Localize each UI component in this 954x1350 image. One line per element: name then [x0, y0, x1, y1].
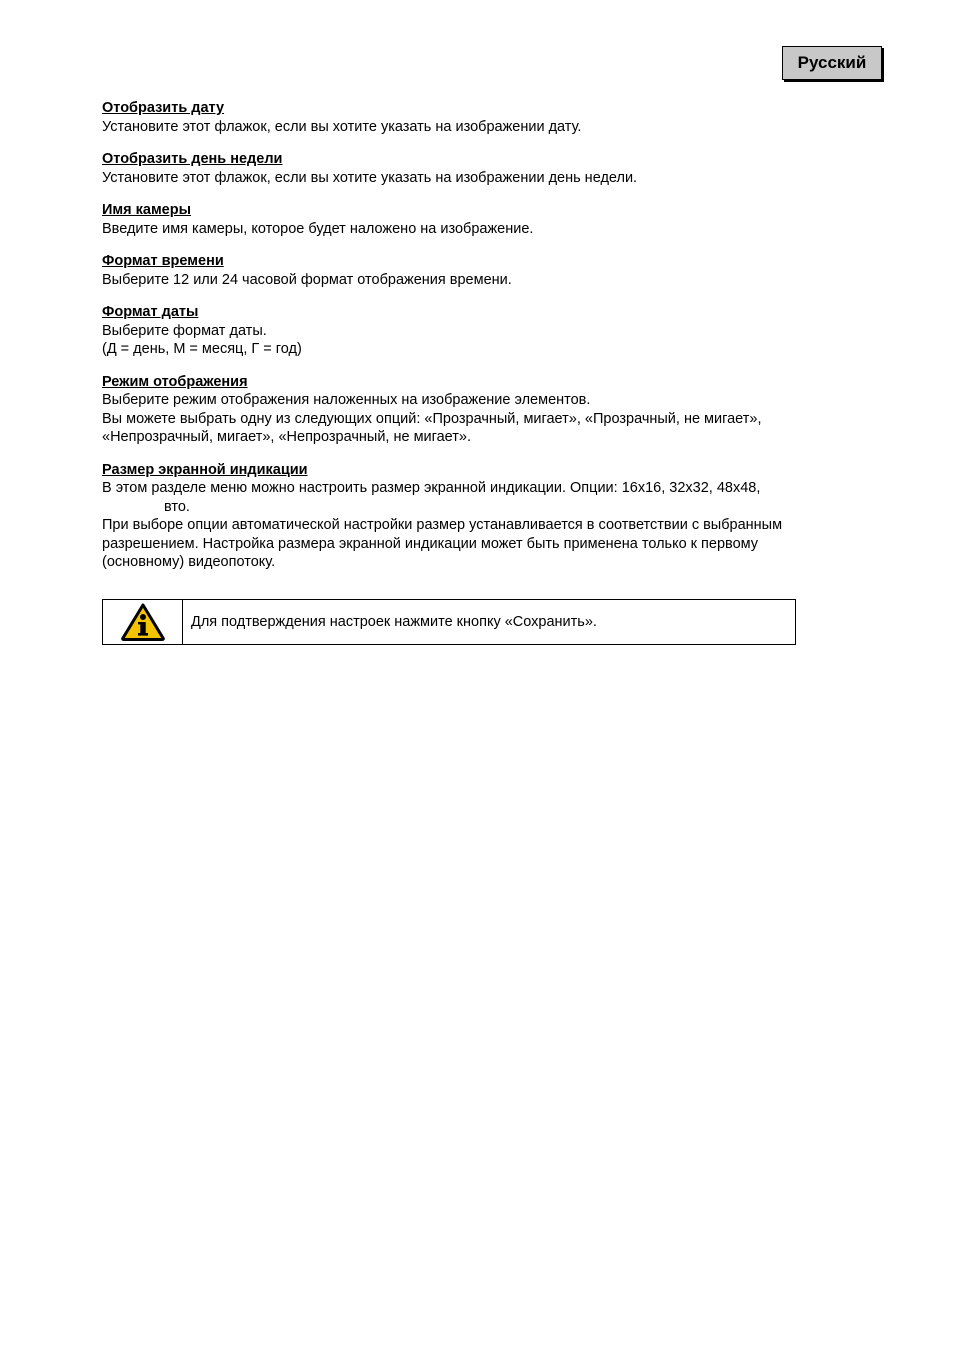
section-text: вто.	[164, 498, 190, 515]
section-text: Выберите режим отображения наложенных на изображение элементов.	[102, 392, 591, 408]
section-title: Формат времени	[102, 253, 224, 269]
settings-description	[102, 99, 872, 586]
section-text: Введите имя камеры, которое будет наложено на изображение.	[102, 220, 534, 237]
section-osd-size	[102, 461, 872, 572]
section-text: (Д = день, М = месяц, Г = год)	[102, 341, 302, 357]
language-badge: Русский	[782, 46, 882, 80]
section-text: Установите этот флажок, если вы хотите указать на изображении дату.	[102, 118, 582, 135]
notice-text: Для подтверждения настроек нажмите кнопку «Сохранить».	[191, 614, 597, 630]
info-warning-icon	[121, 603, 165, 641]
notice-box	[102, 599, 796, 645]
section-title: Отобразить дату	[102, 100, 225, 116]
section-text: Выберите формат даты.	[102, 322, 267, 339]
section-text: разрешением. Настройка размера экранной индикации может быть применена только к первому	[102, 535, 759, 552]
section-display-date	[102, 99, 872, 136]
section-camera-name	[102, 201, 872, 238]
notice-icon-cell	[103, 600, 183, 644]
section-text: «Непрозрачный, мигает», «Непрозрачный, не мигает».	[102, 429, 471, 445]
section-title: Размер экранной индикации	[102, 461, 308, 478]
section-text: (основному) видеопотоку.	[102, 554, 276, 570]
section-title: Формат даты	[102, 304, 199, 320]
section-date-format	[102, 303, 872, 359]
section-text: Установите этот флажок, если вы хотите указать на изображении день недели.	[102, 169, 638, 186]
section-title: Имя камеры	[102, 202, 191, 218]
section-text: Выберите 12 или 24 часовой формат отображения времени.	[102, 271, 512, 288]
section-title: Режим отображения	[102, 373, 248, 390]
section-title: Отобразить день недели	[102, 151, 283, 167]
section-text: В этом разделе меню можно настроить размер экранной индикации. Опции: 16x16, 32x32, 48x48,	[102, 480, 761, 496]
section-display-weekday	[102, 150, 872, 187]
section-time-format	[102, 252, 872, 289]
section-display-mode	[102, 373, 872, 447]
section-text: При выборе опции автоматической настройки размер устанавливается в соответствии с выбранным	[102, 517, 783, 533]
section-text: Вы можете выбрать одну из следующих опций: «Прозрачный, мигает», «Прозрачный, не мигает»,	[102, 410, 762, 427]
